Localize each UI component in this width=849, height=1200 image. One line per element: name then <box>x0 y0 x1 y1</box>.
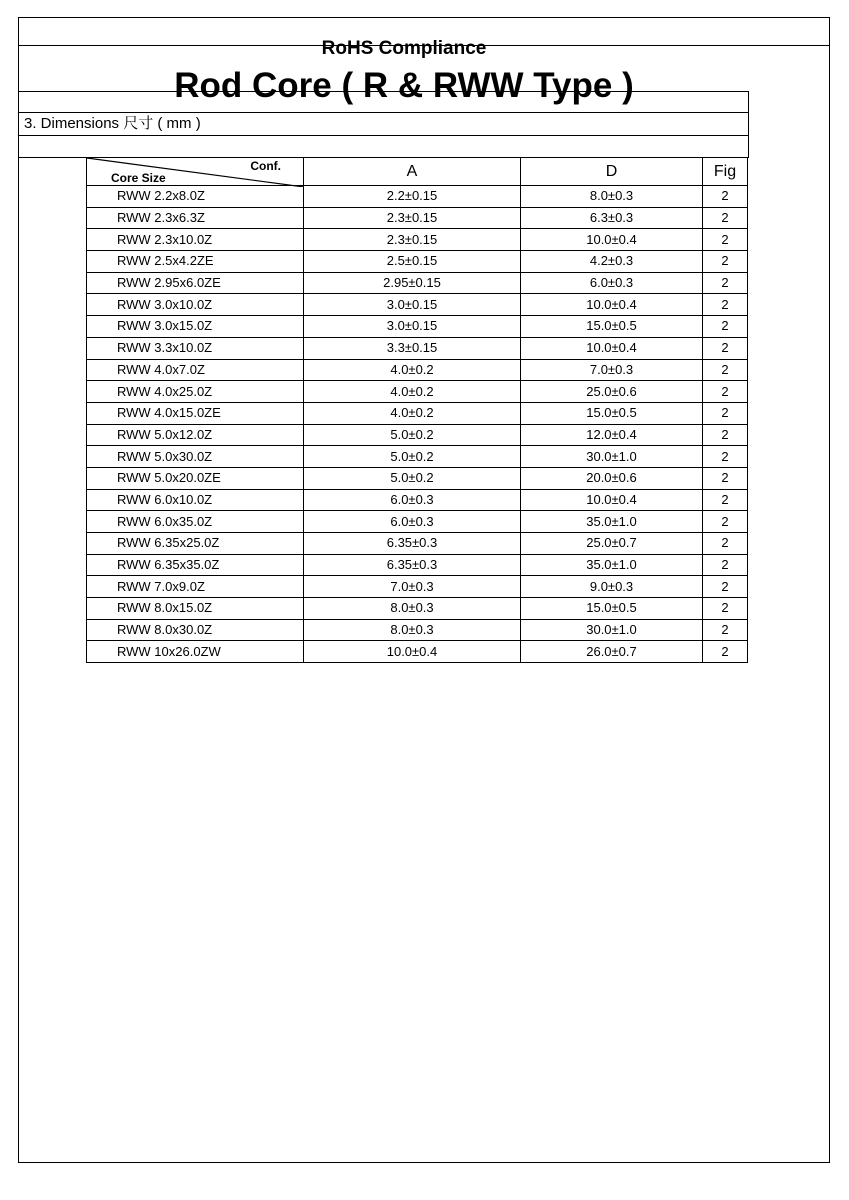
dimension-d-cell: 35.0±1.0 <box>521 554 703 576</box>
fig-cell: 2 <box>703 337 748 359</box>
table-row <box>87 359 748 381</box>
table-header-row <box>87 158 748 186</box>
dimensions-table <box>86 157 748 663</box>
table-row <box>87 229 748 251</box>
table-row <box>87 251 748 273</box>
fig-cell: 2 <box>703 576 748 598</box>
table-row <box>87 207 748 229</box>
core-size-cell: RWW 4.0x7.0Z <box>87 359 304 381</box>
fig-cell: 2 <box>703 294 748 316</box>
dimension-a-cell: 5.0±0.2 <box>304 467 521 489</box>
dimension-d-cell: 15.0±0.5 <box>521 598 703 620</box>
fig-cell: 2 <box>703 467 748 489</box>
dimension-d-cell: 8.0±0.3 <box>521 186 703 208</box>
section-heading: 3. Dimensions 尺寸 ( mm ) <box>24 115 201 132</box>
fig-cell: 2 <box>703 554 748 576</box>
dimension-a-cell: 3.0±0.15 <box>304 316 521 338</box>
core-size-cell: RWW 6.35x25.0Z <box>87 533 304 555</box>
dimension-a-cell: 2.5±0.15 <box>304 251 521 273</box>
table-row <box>87 316 748 338</box>
dimension-d-cell: 12.0±0.4 <box>521 424 703 446</box>
fig-cell: 2 <box>703 619 748 641</box>
dimension-a-cell: 6.35±0.3 <box>304 533 521 555</box>
dimension-a-cell: 2.95±0.15 <box>304 272 521 294</box>
fig-cell: 2 <box>703 186 748 208</box>
dimension-a-cell: 4.0±0.2 <box>304 381 521 403</box>
dimension-d-cell: 26.0±0.7 <box>521 641 703 663</box>
core-size-cell: RWW 8.0x30.0Z <box>87 619 304 641</box>
conf-label: Conf. <box>250 159 281 173</box>
dimension-a-cell: 2.3±0.15 <box>304 207 521 229</box>
divider-right <box>748 91 749 158</box>
core-size-cell: RWW 2.3x10.0Z <box>87 229 304 251</box>
table-row <box>87 576 748 598</box>
fig-cell: 2 <box>703 641 748 663</box>
dimension-d-cell: 15.0±0.5 <box>521 402 703 424</box>
dimension-d-cell: 7.0±0.3 <box>521 359 703 381</box>
dimension-a-cell: 10.0±0.4 <box>304 641 521 663</box>
core-size-cell: RWW 6.0x10.0Z <box>87 489 304 511</box>
dimension-a-cell: 6.35±0.3 <box>304 554 521 576</box>
core-size-cell: RWW 3.0x15.0Z <box>87 316 304 338</box>
table-row <box>87 619 748 641</box>
dimension-d-cell: 30.0±1.0 <box>521 446 703 468</box>
column-header-a: A <box>304 158 521 186</box>
dimension-d-cell: 15.0±0.5 <box>521 316 703 338</box>
dimension-d-cell: 20.0±0.6 <box>521 467 703 489</box>
column-header-d: D <box>521 158 703 186</box>
table-row <box>87 424 748 446</box>
dimension-a-cell: 7.0±0.3 <box>304 576 521 598</box>
dimension-d-cell: 25.0±0.6 <box>521 381 703 403</box>
column-header-fig: Fig <box>703 158 748 186</box>
divider-blank <box>19 112 749 113</box>
fig-cell: 2 <box>703 316 748 338</box>
dimension-a-cell: 6.0±0.3 <box>304 511 521 533</box>
rohs-heading: RoHS Compliance <box>321 38 487 59</box>
dimension-d-cell: 4.2±0.3 <box>521 251 703 273</box>
dimension-a-cell: 8.0±0.3 <box>304 619 521 641</box>
table-row <box>87 186 748 208</box>
divider-rohs <box>19 45 829 46</box>
core-size-cell: RWW 10x26.0ZW <box>87 641 304 663</box>
corner-header-cell <box>87 158 304 186</box>
core-size-cell: RWW 2.95x6.0ZE <box>87 272 304 294</box>
table-row <box>87 554 748 576</box>
fig-cell: 2 <box>703 402 748 424</box>
core-size-cell: RWW 4.0x25.0Z <box>87 381 304 403</box>
core-size-cell: RWW 8.0x15.0Z <box>87 598 304 620</box>
dimension-d-cell: 30.0±1.0 <box>521 619 703 641</box>
divider-title <box>19 91 749 92</box>
fig-cell: 2 <box>703 359 748 381</box>
table-row <box>87 511 748 533</box>
dimension-a-cell: 4.0±0.2 <box>304 359 521 381</box>
table-row <box>87 381 748 403</box>
divider-section <box>19 135 749 136</box>
table-row <box>87 641 748 663</box>
dimension-a-cell: 6.0±0.3 <box>304 489 521 511</box>
core-size-label: Core Size <box>111 171 166 185</box>
fig-cell: 2 <box>703 598 748 620</box>
page-title: Rod Core ( R & RWW Type ) <box>174 66 634 105</box>
core-size-cell: RWW 5.0x30.0Z <box>87 446 304 468</box>
fig-cell: 2 <box>703 424 748 446</box>
fig-cell: 2 <box>703 229 748 251</box>
dimension-d-cell: 10.0±0.4 <box>521 294 703 316</box>
dimension-a-cell: 2.3±0.15 <box>304 229 521 251</box>
dimension-d-cell: 10.0±0.4 <box>521 229 703 251</box>
core-size-cell: RWW 5.0x20.0ZE <box>87 467 304 489</box>
core-size-cell: RWW 4.0x15.0ZE <box>87 402 304 424</box>
fig-cell: 2 <box>703 381 748 403</box>
dimension-d-cell: 10.0±0.4 <box>521 337 703 359</box>
fig-cell: 2 <box>703 511 748 533</box>
fig-cell: 2 <box>703 207 748 229</box>
table-row <box>87 294 748 316</box>
fig-cell: 2 <box>703 272 748 294</box>
fig-cell: 2 <box>703 251 748 273</box>
table-row <box>87 598 748 620</box>
core-size-cell: RWW 7.0x9.0Z <box>87 576 304 598</box>
core-size-cell: RWW 6.0x35.0Z <box>87 511 304 533</box>
dimension-a-cell: 8.0±0.3 <box>304 598 521 620</box>
dimension-d-cell: 10.0±0.4 <box>521 489 703 511</box>
core-size-cell: RWW 2.5x4.2ZE <box>87 251 304 273</box>
dimension-a-cell: 4.0±0.2 <box>304 402 521 424</box>
core-size-cell: RWW 5.0x12.0Z <box>87 424 304 446</box>
dimension-d-cell: 9.0±0.3 <box>521 576 703 598</box>
dimension-a-cell: 3.0±0.15 <box>304 294 521 316</box>
dimension-a-cell: 3.3±0.15 <box>304 337 521 359</box>
dimension-d-cell: 25.0±0.7 <box>521 533 703 555</box>
core-size-cell: RWW 3.3x10.0Z <box>87 337 304 359</box>
dimension-d-cell: 35.0±1.0 <box>521 511 703 533</box>
table-row <box>87 272 748 294</box>
table-row <box>87 533 748 555</box>
table-row <box>87 489 748 511</box>
fig-cell: 2 <box>703 489 748 511</box>
fig-cell: 2 <box>703 446 748 468</box>
dimension-d-cell: 6.0±0.3 <box>521 272 703 294</box>
core-size-cell: RWW 6.35x35.0Z <box>87 554 304 576</box>
dimension-a-cell: 5.0±0.2 <box>304 446 521 468</box>
table-row <box>87 337 748 359</box>
table-row <box>87 402 748 424</box>
table-row <box>87 467 748 489</box>
fig-cell: 2 <box>703 533 748 555</box>
dimension-a-cell: 2.2±0.15 <box>304 186 521 208</box>
core-size-cell: RWW 2.3x6.3Z <box>87 207 304 229</box>
core-size-cell: RWW 3.0x10.0Z <box>87 294 304 316</box>
dimension-a-cell: 5.0±0.2 <box>304 424 521 446</box>
core-size-cell: RWW 2.2x8.0Z <box>87 186 304 208</box>
dimension-d-cell: 6.3±0.3 <box>521 207 703 229</box>
table-row <box>87 446 748 468</box>
